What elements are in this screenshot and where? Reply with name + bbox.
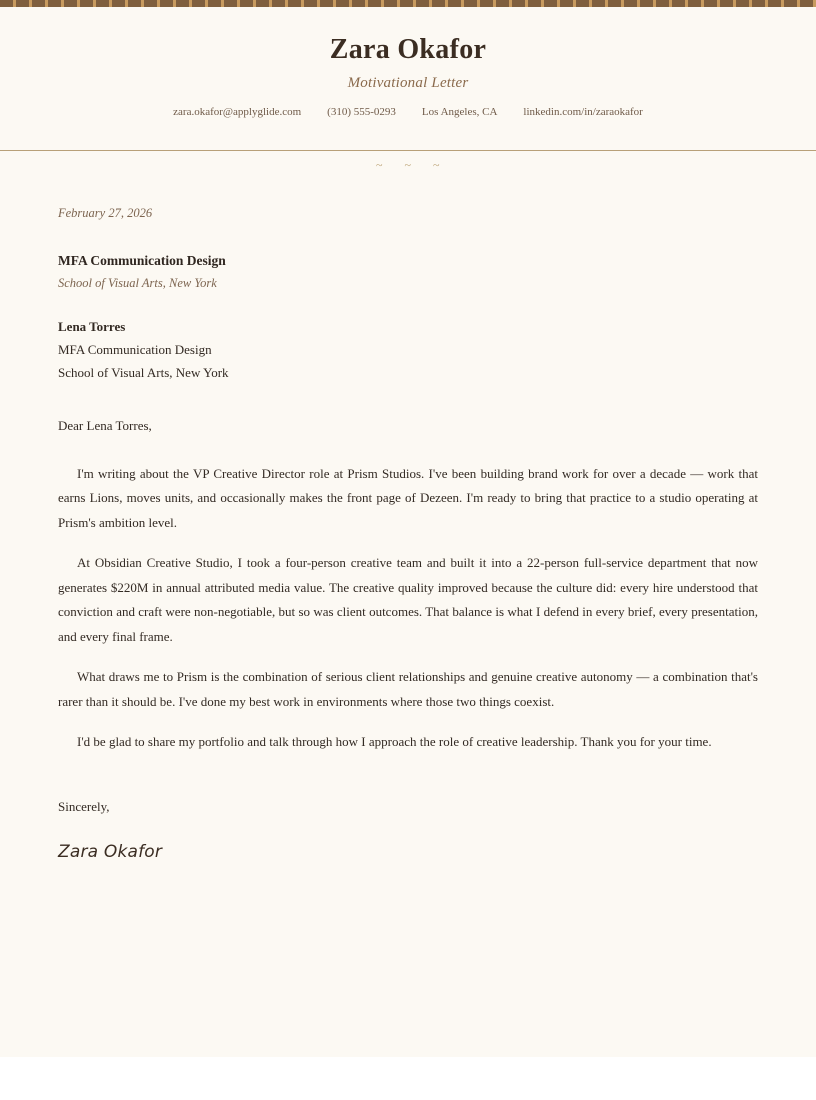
body-paragraph-4: I'd be glad to share my portfolio and talk through how I approach the role of creative leadership. Thank you for your time.	[77, 734, 712, 750]
contact-linkedin[interactable]: linkedin.com/in/zaraokafor	[523, 105, 643, 118]
page-title: Zara Okafor	[329, 34, 487, 65]
body-paragraph-3: What draws me to Prism is the combination of serious client relationships and genuine creative autonomy — a combination that's rarer than it should be. I've done my best work in environments where those two things coexist.	[58, 669, 758, 709]
document-subtitle: Motivational Letter	[347, 74, 469, 91]
recipient-block	[58, 315, 758, 384]
recipient-name: Lena Torres	[58, 318, 126, 334]
letterhead	[0, 0, 816, 118]
header-divider	[0, 150, 816, 151]
closing-salutation: Sincerely,	[58, 798, 110, 814]
contact-email[interactable]: zara.okafor@applyglide.com	[173, 105, 302, 118]
program-block	[58, 251, 758, 293]
recipient-institution: School of Visual Arts, New York	[58, 364, 229, 380]
tilde-glyph-1: ~	[376, 158, 383, 172]
contact-location: Los Angeles, CA	[421, 105, 498, 118]
decorative-top-border	[0, 0, 816, 7]
letter-body	[58, 206, 758, 862]
salutation: Dear Lena Torres,	[58, 417, 152, 433]
body-paragraph-1: I'm writing about the VP Creative Director role at Prism Studios. I've been building brand work for over a decade — work that earns Lions, moves units, and occasionally makes the front page of Dezeen. I'm ready to bring that practice to a studio operating at Prism's ambition level.	[58, 465, 758, 530]
signature-name: Zara Okafor	[58, 841, 163, 862]
tilde-ornament	[0, 158, 816, 172]
recipient-department: MFA Communication Design	[58, 341, 212, 357]
tilde-glyph-2: ~	[404, 158, 412, 172]
tilde-glyph-3: ~	[433, 158, 440, 172]
body-paragraph-2: At Obsidian Creative Studio, I took a four-person creative team and built it into a 22-person full-service department that now generates $220M in annual attributed media value. The creative quality improved because the culture did: every hire understood that conviction and craft were non-negotiable, but so was client outcomes. That balance is what I defend in every brief, every presentation, and every final frame.	[58, 555, 758, 644]
program-name: MFA Communication Design	[58, 253, 226, 268]
letter-date: February 27, 2026	[58, 206, 153, 220]
closing-block	[58, 799, 758, 862]
contact-phone[interactable]: (310) 555-0293	[327, 105, 396, 118]
contact-info-bar	[0, 106, 816, 118]
program-institution: School of Visual Arts, New York	[58, 276, 217, 291]
